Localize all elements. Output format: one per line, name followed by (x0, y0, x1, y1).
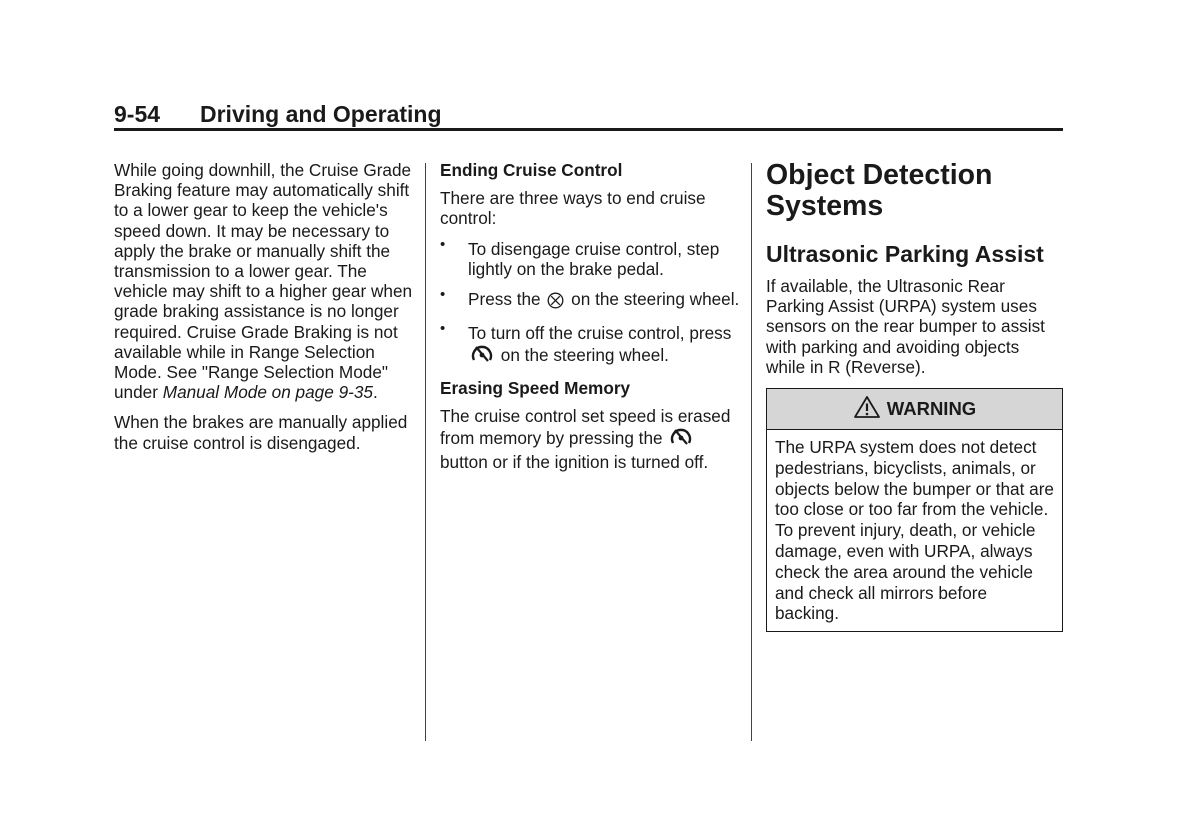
warning-box (766, 388, 1063, 632)
paragraph (440, 406, 740, 473)
list-item-text: on the steering wheel. (500, 345, 669, 366)
subheading: Ending Cruise Control (440, 160, 623, 180)
column-divider (425, 163, 426, 741)
list-item (440, 323, 740, 369)
chapter-heading: Object Detection Systems (766, 159, 993, 222)
list-item-text: To disengage cruise control, step lightly on the brake pedal. (468, 238, 720, 279)
paragraph: If available, the Ultrasonic Rear Parking Assist (URPA) system uses sensors on the rear bumper to assist with parking and avoiding objects while in R (Reverse). (766, 276, 1045, 377)
list-item (440, 239, 740, 279)
paragraph-text: button or if the ignition is turned off. (440, 452, 709, 473)
warning-triangle-icon (853, 395, 887, 423)
cruise-onoff-icon (470, 343, 494, 369)
cruise-cancel-icon (547, 292, 564, 313)
header-rule (114, 128, 1063, 131)
section-title: Driving and Operating (200, 101, 442, 127)
paragraph-end: . (372, 382, 378, 403)
cruise-onoff-icon (669, 426, 693, 452)
paragraph (114, 160, 414, 402)
column-middle (440, 160, 740, 472)
list-item-text: To turn off the cruise control, press (468, 323, 732, 344)
column-right (766, 160, 1063, 632)
paragraph: There are three ways to end cruise control: (440, 188, 706, 229)
page-number: 9-54 (114, 101, 161, 127)
cross-reference: Manual Mode on page 9-35 (162, 382, 373, 403)
column-left (114, 160, 414, 453)
list-item-text: Press the (468, 289, 541, 310)
list-item (440, 289, 740, 313)
warning-header (767, 389, 1062, 430)
list-item-text: on the steering wheel. (571, 289, 740, 310)
paragraph-text: While going downhill, the Cruise Grade Braking feature may automatically shift to a lower gear to keep the vehicle's speed down. It may be necessary to apply the brake or manually shift the transmission to a lower gear. The vehicle may shift to a higher gear when grade braking assistance is no longer required. Cruise Grade Braking is not available while in Range Selection Mode. See "Range Selection Mode" under (114, 160, 413, 403)
paragraph: When the brakes are manually applied the cruise control is disengaged. (114, 412, 408, 453)
column-divider (751, 163, 752, 741)
section-heading: Ultrasonic Parking Assist (766, 241, 1044, 267)
warning-text: The URPA system does not detect pedestrians, bicyclists, animals, or objects below the bumper or that are too close or too far from the vehicle. To prevent injury, death, or vehicle damage, even with URPA, always check the area around the vehicle and check all mirrors before backing. (775, 437, 1054, 624)
paragraph-text: The cruise control set speed is erased from memory by pressing the (440, 405, 731, 449)
bullet-list (440, 239, 740, 370)
page-header (114, 101, 1063, 131)
subheading: Erasing Speed Memory (440, 377, 631, 398)
warning-label: WARNING (886, 397, 977, 419)
